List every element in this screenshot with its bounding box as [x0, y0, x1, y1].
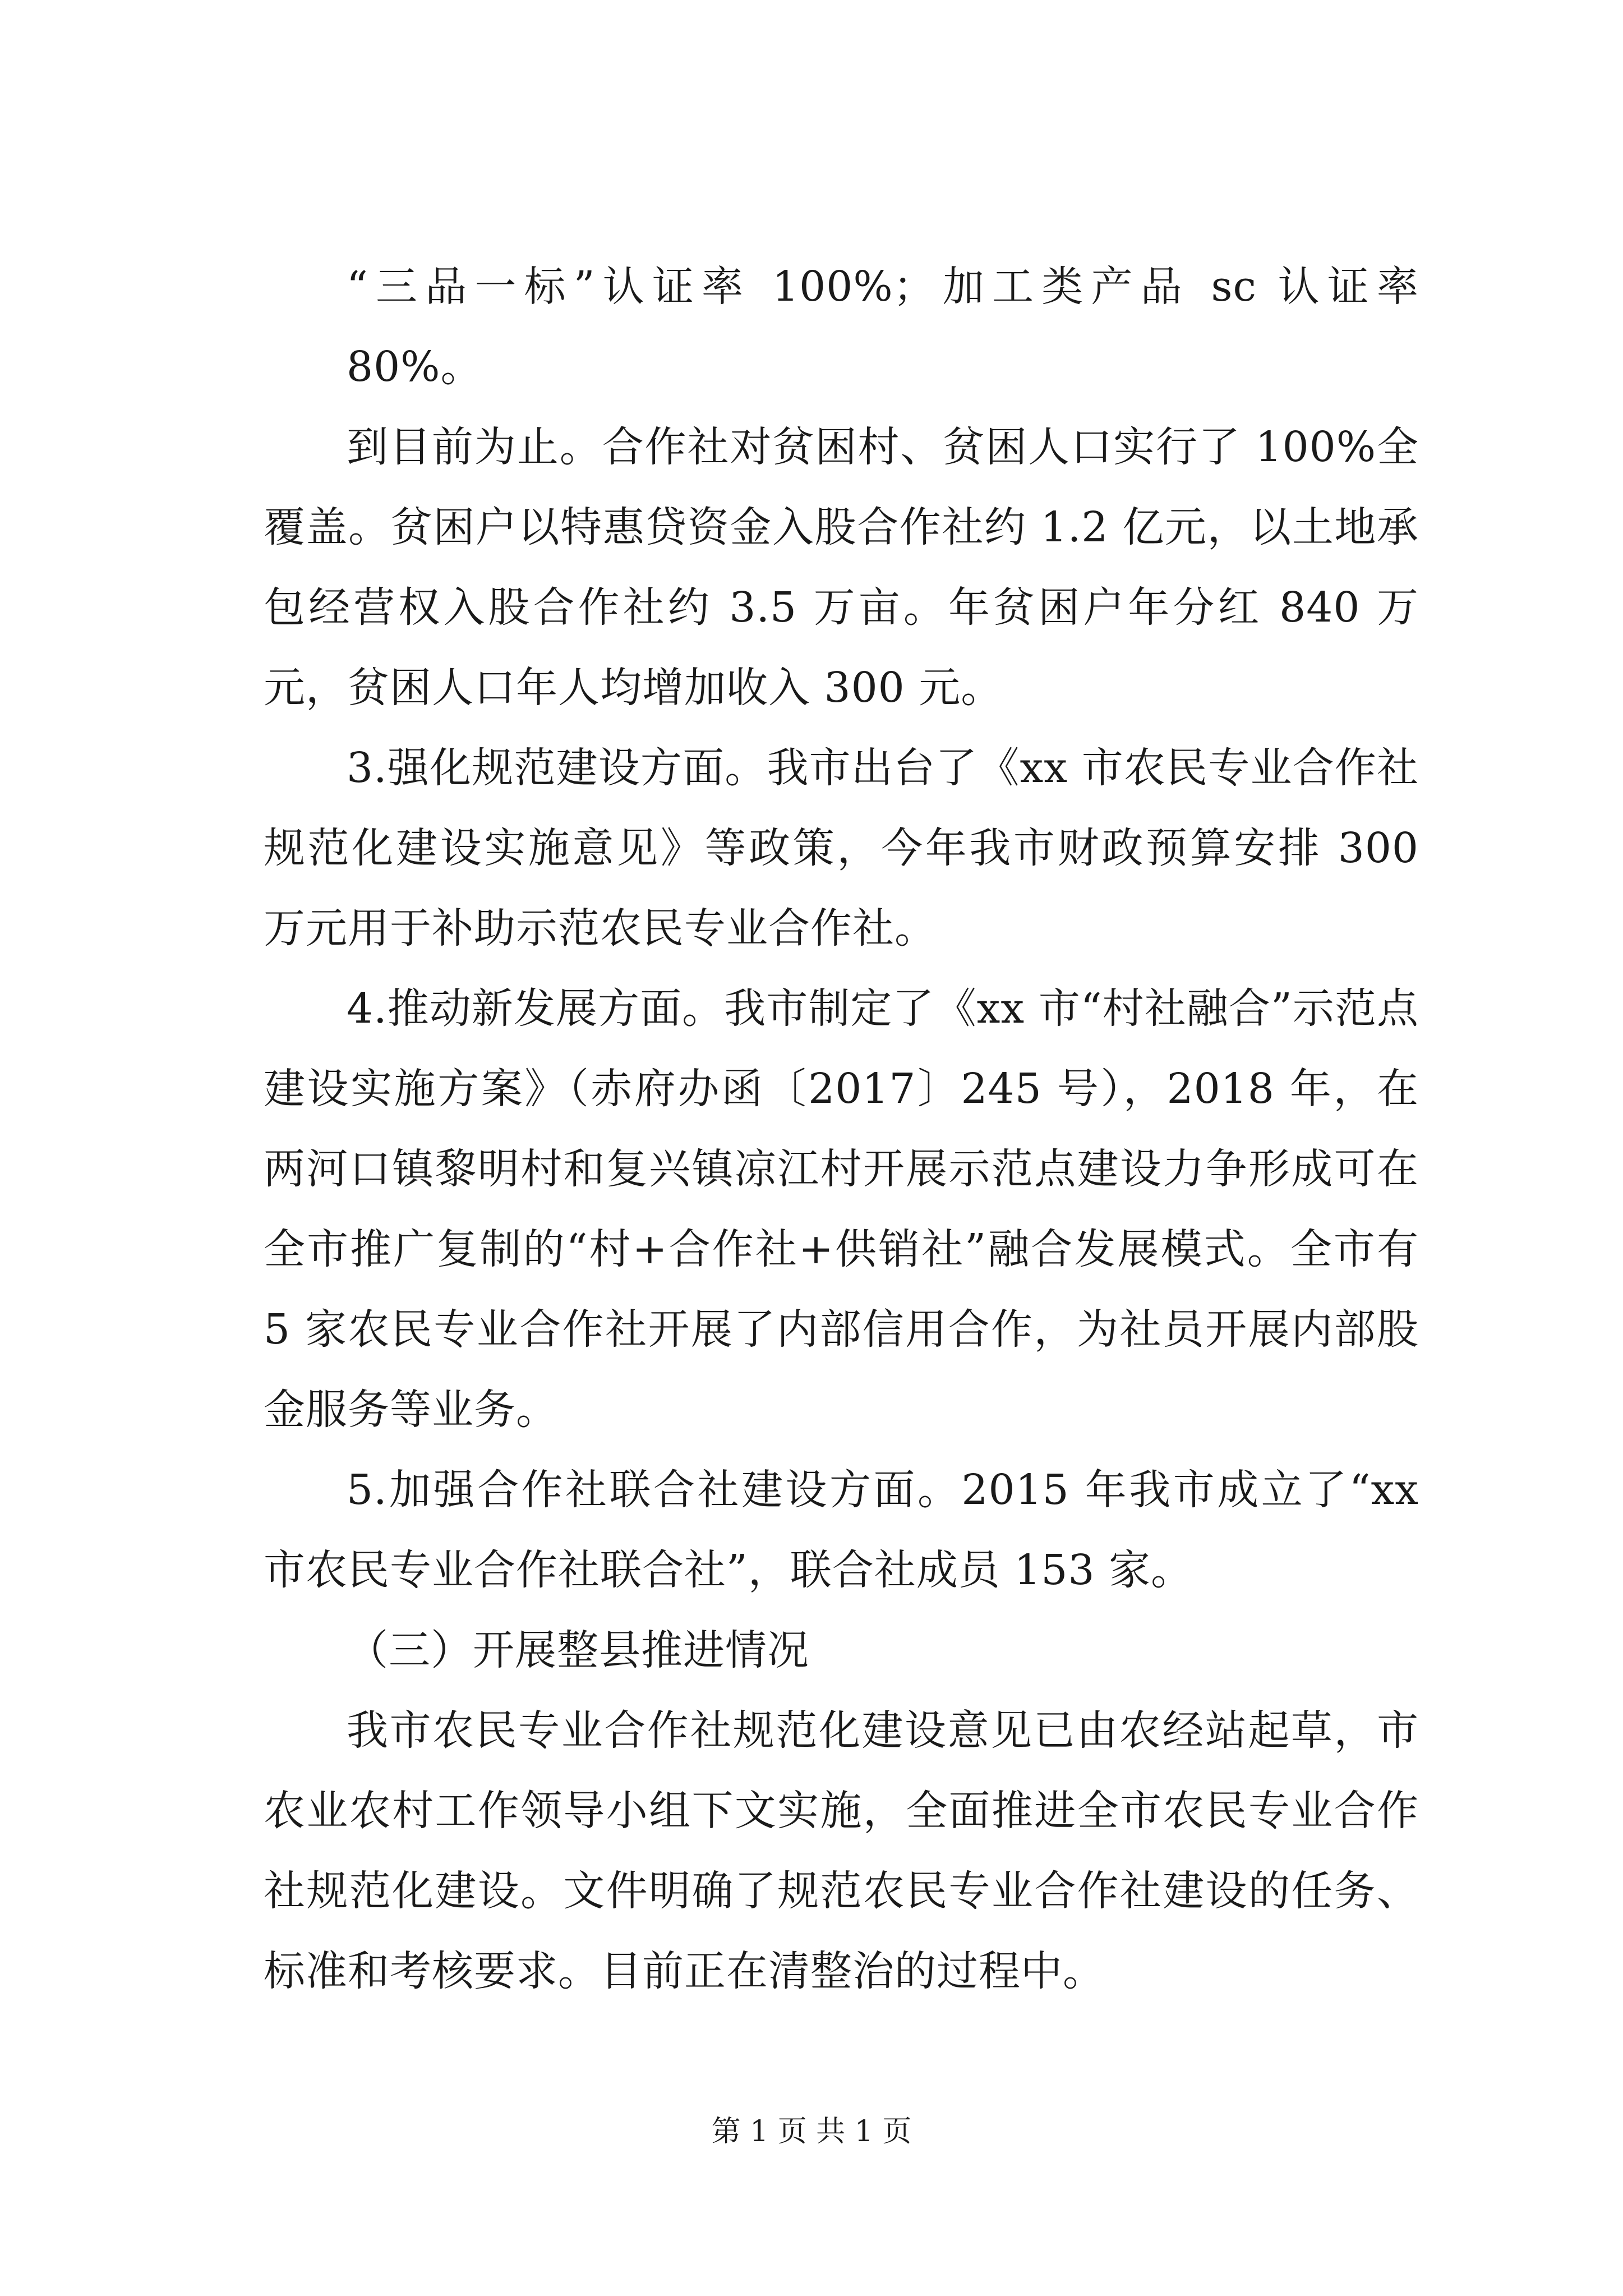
paragraph-county-progress: 我市农民专业合作社规范化建设意见已由农经站起草，市农业农村工作领导小组下文实施，全面推进全市农民专业合作社规范化建设。文件明确了规范农民专业合作社建设的任务、标准和考核要求。目前正在清整治的过程中。	[264, 1706, 1419, 1995]
section-heading-county-progress: （三）开展整县推进情况	[347, 1626, 809, 1674]
paragraph-poverty-coverage: 到目前为止。合作社对贫困村、贫困人口实行了 100%全覆盖。贫困户以特惠贷资金入股合作社约 1.2 亿元，以土地承包经营权入股合作社约 3.5 万亩。年贫困户年分红 840 万元，贫困人口年人均增加收入 300 元。	[264, 423, 1419, 712]
paragraph-certification-rate: “三品一标”认证率 100%；加工类产品 sc 认证率 80%。	[347, 263, 1419, 391]
paragraph-standardization: 3.强化规范建设方面。我市出台了《xx 市农民专业合作社规范化建设实施意见》等政策，今年我市财政预算安排 300 万元用于补助示范农民专业合作社。	[264, 744, 1419, 953]
page-number-footer: 第 1 页 共 1 页	[711, 2115, 912, 2148]
paragraph-federation: 5.加强合作社联合社建设方面。2015 年我市成立了“xx 市农民专业合作社联合社”，联合社成员 153 家。	[264, 1466, 1419, 1594]
paragraph-new-development: 4.推动新发展方面。我市制定了《xx 市“村社融合”示范点建设实施方案》（赤府办函〔2017〕245 号），2018 年，在两河口镇黎明村和复兴镇凉江村开展示范点建设力争形成可在全市推广复制的“村+合作社+供销社”融合发展模式。全市有 5 家农民专业合作社开展了内部信用合作，为社员开展内部股金服务等业务。	[264, 984, 1419, 1434]
document-body	[264, 247, 1419, 2012]
